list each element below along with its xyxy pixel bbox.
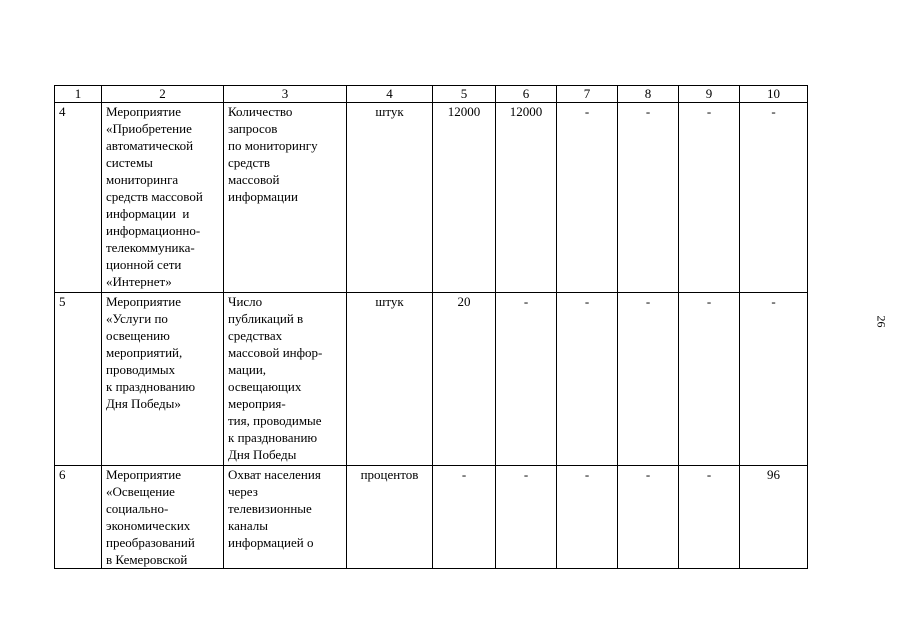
indicator-cell: Охват населения через телевизионные каналы информацией о [224,466,347,569]
indicator-cell: Количество запросов по мониторингу средств массовой информации [224,103,347,293]
col-header-6: 6 [496,86,557,103]
col-header-5: 5 [433,86,496,103]
col-header-8: 8 [618,86,679,103]
value-cell: - [740,293,808,466]
value-cell: 12000 [433,103,496,293]
value-cell: 96 [740,466,808,569]
table-row [55,103,808,293]
value-cell: - [557,466,618,569]
value-cell: 12000 [496,103,557,293]
value-cell: - [557,103,618,293]
col-header-2: 2 [102,86,224,103]
col-header-10: 10 [740,86,808,103]
row-number: 6 [55,466,102,569]
column-number-row [55,86,808,103]
row-number: 5 [55,293,102,466]
value-cell: 20 [433,293,496,466]
row-number: 4 [55,103,102,293]
unit-cell: штук [347,103,433,293]
page-number: 26 [874,315,889,328]
value-cell: - [740,103,808,293]
value-cell: - [557,293,618,466]
value-cell: - [618,293,679,466]
value-cell: - [679,103,740,293]
event-cell: Мероприятие «Освещение социально- экономических преобразований в Кемеровской [102,466,224,569]
unit-cell: штук [347,293,433,466]
col-header-3: 3 [224,86,347,103]
event-cell: Мероприятие «Приобретение автоматической системы мониторинга средств массовой информации и информационно- телекоммуника- ционной сети «Интернет» [102,103,224,293]
value-cell: - [496,466,557,569]
unit-cell: процентов [347,466,433,569]
col-header-7: 7 [557,86,618,103]
value-cell: - [679,293,740,466]
indicators-table [54,85,808,569]
value-cell: - [618,466,679,569]
value-cell: - [433,466,496,569]
table-row [55,293,808,466]
value-cell: - [496,293,557,466]
indicator-cell: Число публикаций в средствах массовой инфор- мации, освещающих мероприя- тия, проводимые к празднованию Дня Победы [224,293,347,466]
col-header-1: 1 [55,86,102,103]
value-cell: - [618,103,679,293]
table-row [55,466,808,569]
col-header-9: 9 [679,86,740,103]
event-cell: Мероприятие «Услуги по освещению мероприятий, проводимых к празднованию Дня Победы» [102,293,224,466]
value-cell: - [679,466,740,569]
col-header-4: 4 [347,86,433,103]
